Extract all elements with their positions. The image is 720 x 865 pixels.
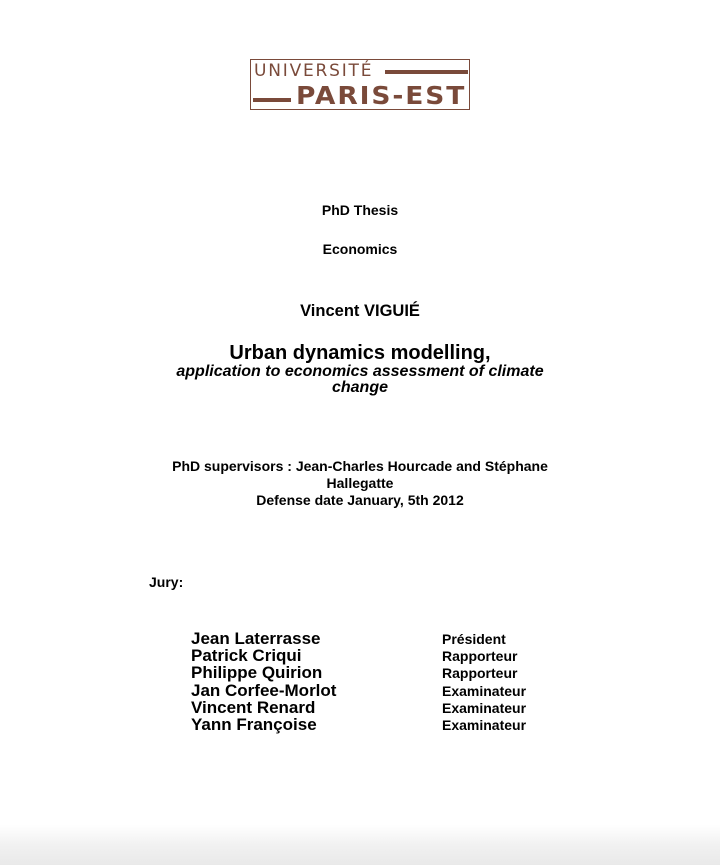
jury-row (191, 682, 551, 699)
jury-row (191, 664, 551, 681)
jury-member-role: Rapporteur (442, 648, 518, 665)
jury-member-name: Jean Laterrasse (191, 629, 321, 648)
jury-member-name: Yann Françoise (191, 714, 317, 734)
jury-member-role: Rapporteur (442, 665, 518, 682)
jury-row (191, 647, 551, 664)
defense-date: Defense date January, 5th 2012 (256, 492, 464, 508)
university-logo (250, 59, 470, 110)
logo-bar-top (385, 70, 468, 74)
jury-row (191, 699, 551, 716)
discipline: Economics (322, 241, 398, 257)
logo-bar-bottom (253, 98, 291, 102)
jury-member-role: Examinateur (442, 699, 527, 716)
author-name: Vincent VIGUIÉ (300, 302, 420, 320)
jury-member-role: Examinateur (442, 682, 527, 699)
supervisors: PhD supervisors : Jean-Charles Hourcade and Stéphane Hallegatte (172, 458, 548, 491)
jury-member-role: Président (442, 631, 506, 647)
jury-member-name: Patrick Criqui (191, 646, 302, 666)
jury-row (191, 716, 551, 733)
jury-member-name: Vincent Renard (191, 697, 316, 717)
thesis-subtitle: application to economics assessment of climate change (176, 363, 544, 396)
thesis-type: PhD Thesis (321, 202, 399, 218)
jury-label: Jury: (149, 574, 184, 590)
logo-text-universite: UNIVERSITÉ (254, 61, 374, 81)
jury-list (191, 630, 551, 733)
jury-member-role: Examinateur (442, 716, 527, 733)
thesis-title: Urban dynamics modelling, (229, 342, 491, 364)
jury-member-name: Philippe Quirion (191, 663, 323, 683)
logo-text-paris-est: PARIS-EST (296, 81, 467, 110)
jury-row (191, 630, 551, 647)
jury-member-name: Jan Corfee-Morlot (191, 680, 337, 700)
